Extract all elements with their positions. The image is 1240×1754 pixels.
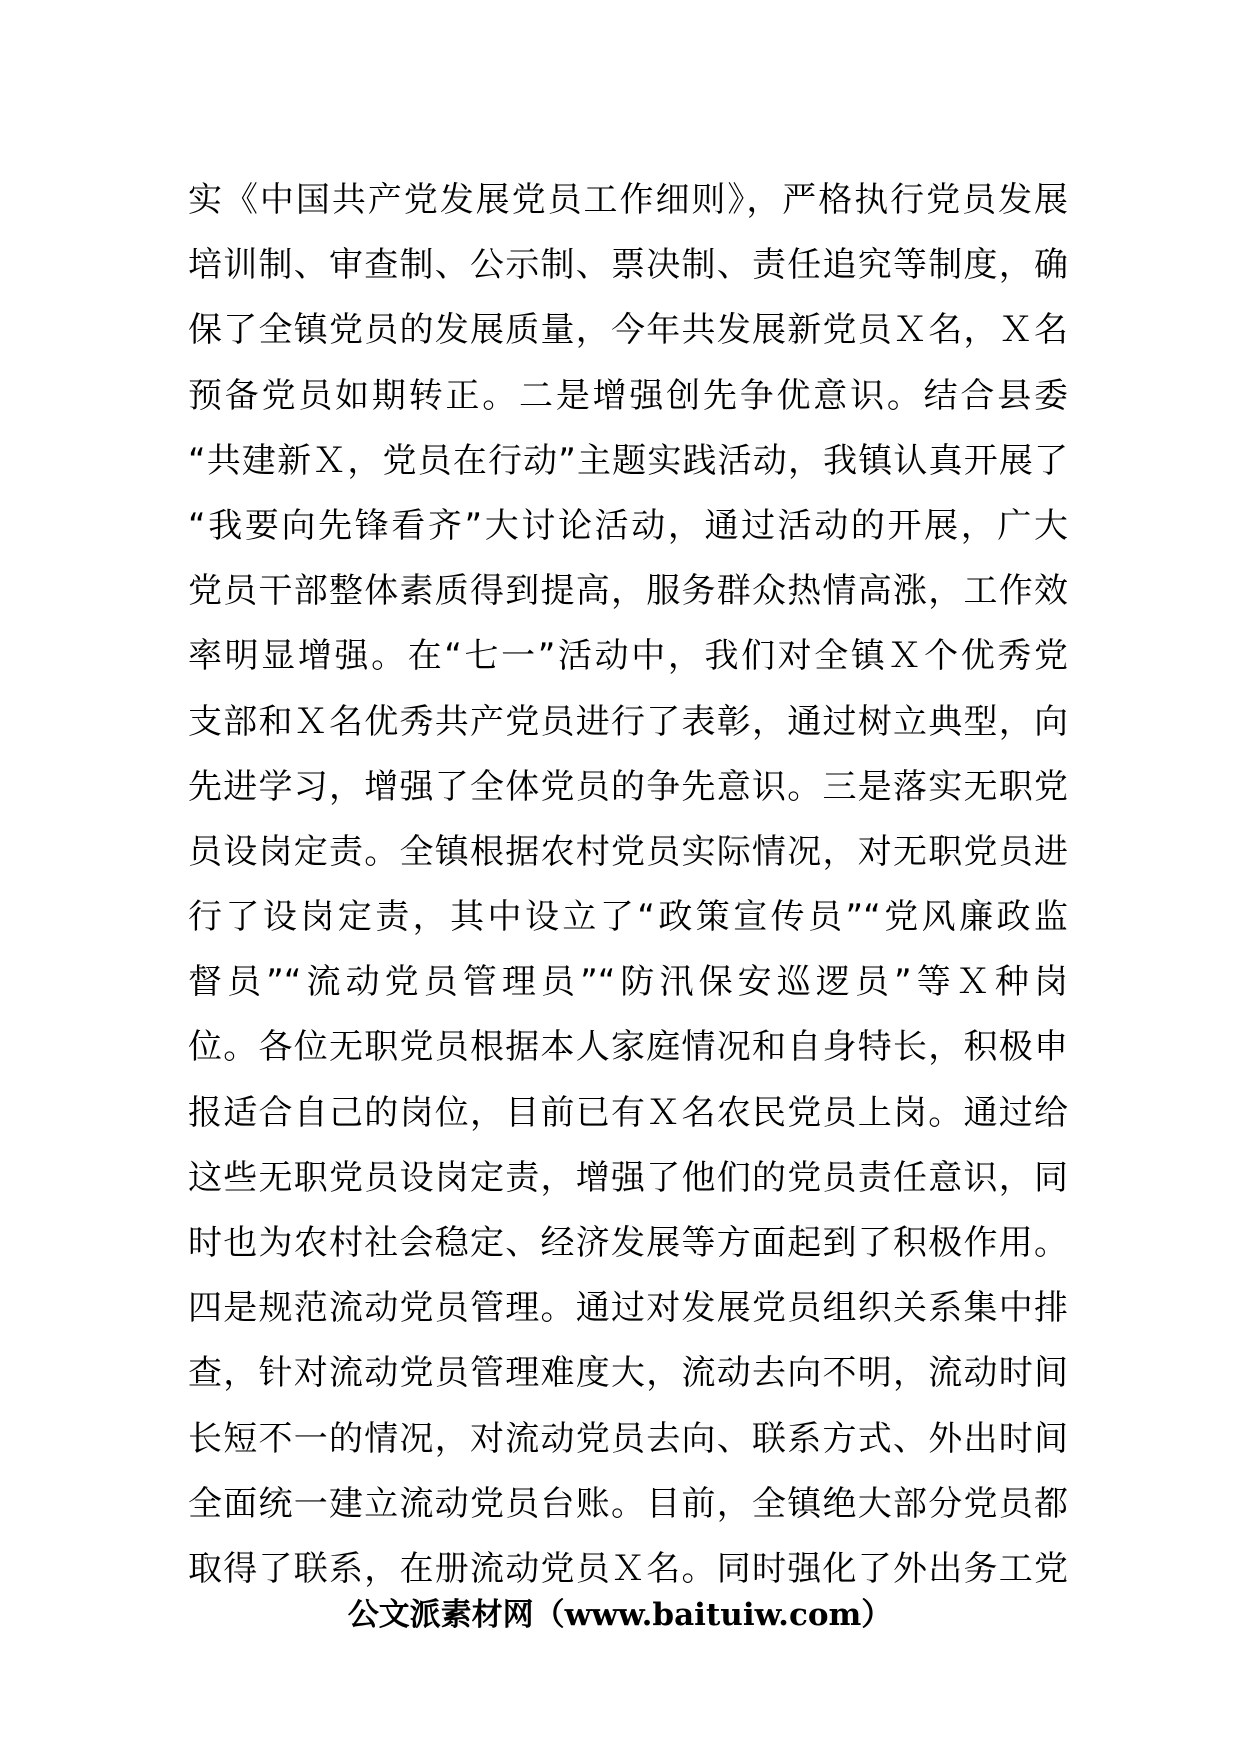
text-line: 实《中国共产党发展党员工作细则》，严格执行党员发展 — [188, 180, 1068, 220]
text-line: 员设岗定责。全镇根据农村党员实际情况，对无职党员进 — [188, 831, 1068, 872]
text-line: 率明显增强。在“七一”活动中，我们对全镇Ｘ个优秀党 — [188, 636, 1068, 677]
page-footer-source: 公文派素材网（www.baituiw.com） — [347, 1597, 893, 1633]
text-line: 保了全镇党员的发展质量，今年共发展新党员Ｘ名，Ｘ名 — [188, 310, 1068, 351]
text-line: “我要向先锋看齐”大讨论活动，通过活动的开展，广大 — [188, 505, 1068, 546]
text-line: 取得了联系，在册流动党员Ｘ名。同时强化了外出务工党 — [188, 1548, 1068, 1589]
text-line: 全面统一建立流动党员台账。目前，全镇绝大部分党员都 — [188, 1483, 1068, 1524]
text-line: 培训制、审查制、公示制、票决制、责任追究等制度，确 — [188, 245, 1068, 286]
text-line: 党员干部整体素质得到提高，服务群众热情高涨，工作效 — [188, 571, 1068, 612]
text-line: 报适合自己的岗位，目前已有Ｘ名农民党员上岗。通过给 — [188, 1092, 1068, 1133]
body-paragraph — [188, 168, 1068, 1602]
text-line: 先进学习，增强了全体党员的争先意识。三是落实无职党 — [188, 766, 1068, 807]
text-line: 预备党员如期转正。二是增强创先争优意识。结合县委 — [188, 375, 1068, 416]
text-line: 行了设岗定责，其中设立了“政策宣传员”“党风廉政监 — [188, 897, 1068, 938]
text-line: 查，针对流动党员管理难度大，流动去向不明，流动时间 — [188, 1353, 1068, 1394]
text-line: “共建新Ｘ，党员在行动”主题实践活动，我镇认真开展了 — [188, 440, 1068, 481]
text-line: 长短不一的情况，对流动党员去向、联系方式、外出时间 — [188, 1418, 1068, 1459]
text-line: 位。各位无职党员根据本人家庭情况和自身特长，积极申 — [188, 1027, 1068, 1068]
text-line: 时也为农村社会稳定、经济发展等方面起到了积极作用。 — [188, 1223, 1068, 1263]
text-line: 这些无职党员设岗定责，增强了他们的党员责任意识，同 — [188, 1157, 1068, 1198]
text-line: 四是规范流动党员管理。通过对发展党员组织关系集中排 — [188, 1288, 1068, 1329]
text-line: 督员”“流动党员管理员”“防汛保安巡逻员”等Ｘ种岗 — [188, 962, 1068, 1003]
text-line: 支部和Ｘ名优秀共产党员进行了表彰，通过树立典型，向 — [188, 701, 1068, 742]
